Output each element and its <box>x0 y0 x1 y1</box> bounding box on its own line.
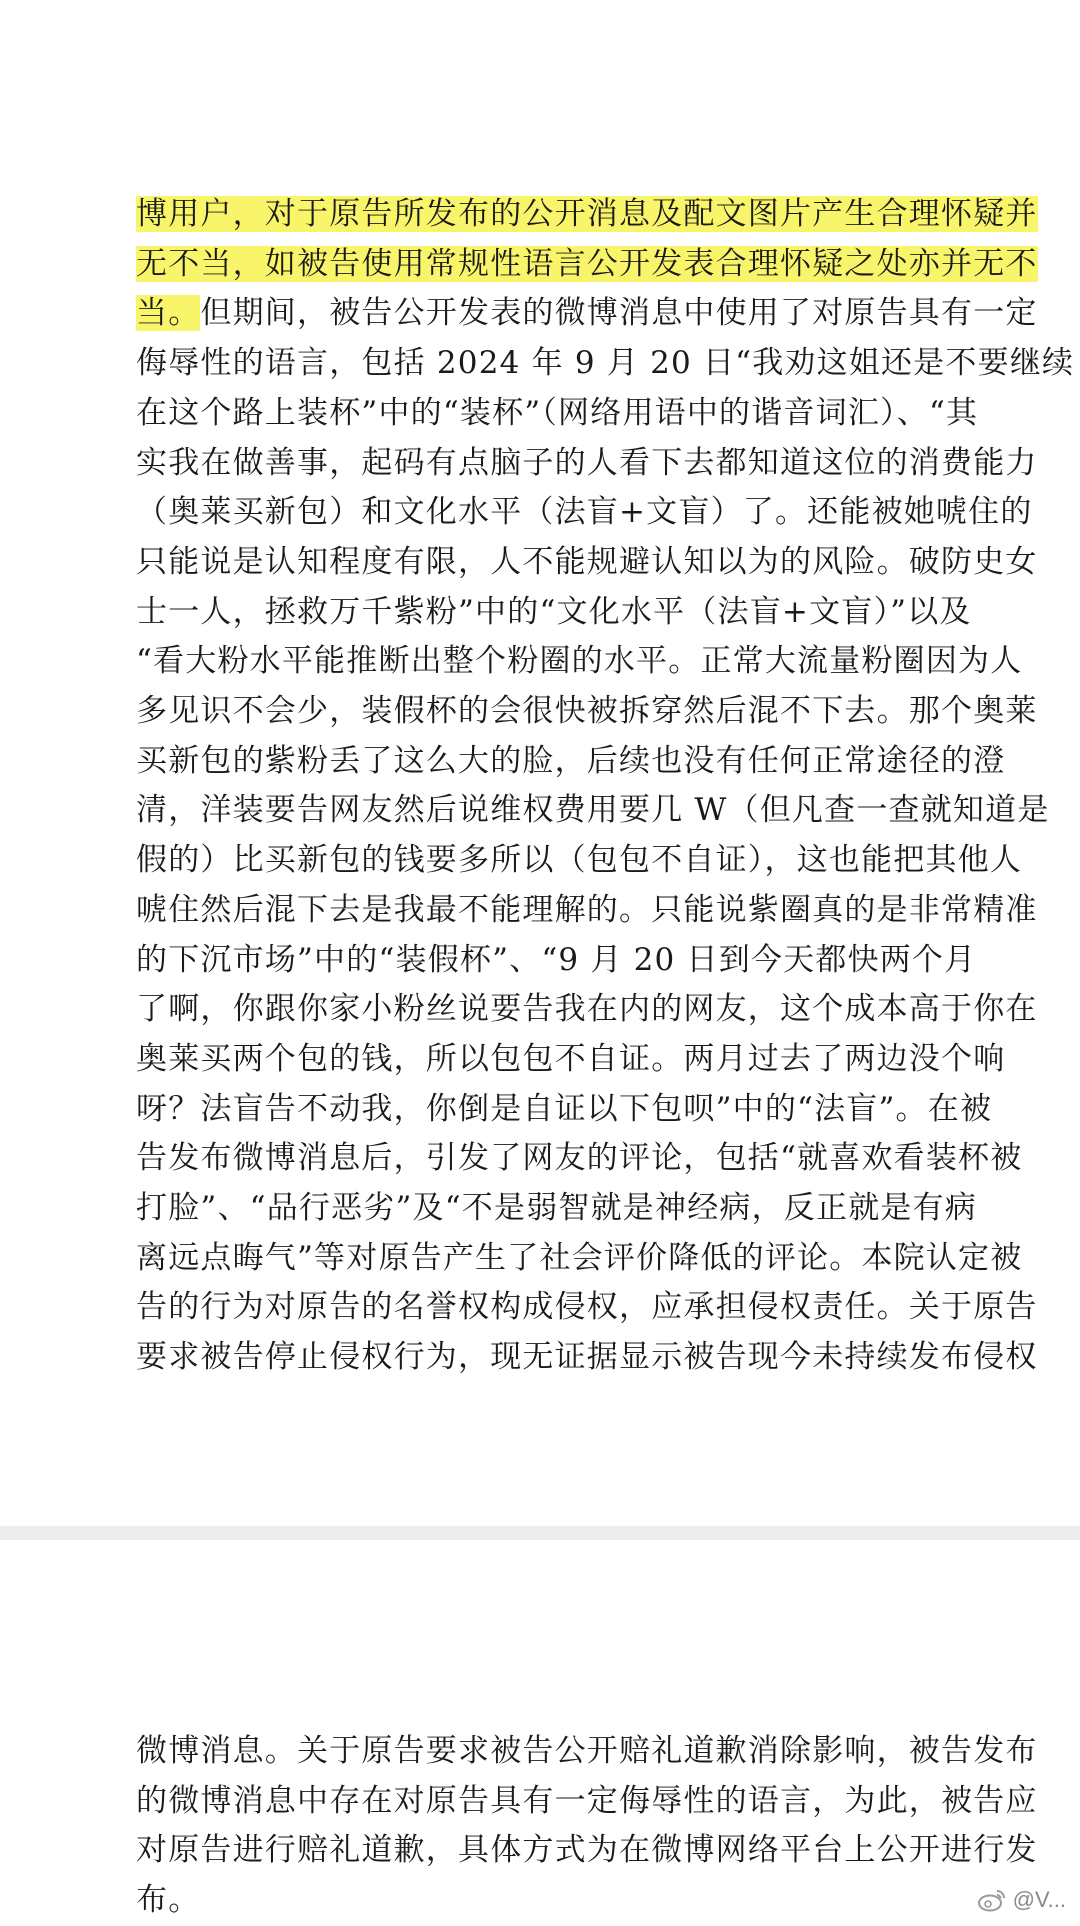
text-line <box>136 1035 1006 1085</box>
weibo-watermark <box>977 1887 1066 1913</box>
text-line <box>136 538 1038 588</box>
line-text: 的微博消息中存在对原告具有一定侮辱性的语言，为此，被告应 <box>136 1782 1038 1819</box>
line-text: 微博消息。关于原告要求被告公开赔礼道歉消除影响，被告发布 <box>136 1733 1038 1769</box>
line-text: 侮辱性的语言，包括 2024 年 9 月 20 日“我劝这姐还是不要继续 <box>136 345 1075 382</box>
text-line <box>136 339 1075 389</box>
page-2-text <box>136 1727 1038 1926</box>
line-text: 的下沉市场”中的“装假杯”、“9 月 20 日到今天都快两个月 <box>136 941 977 978</box>
highlighted-text: 当。 <box>136 295 201 332</box>
text-line <box>136 1333 1038 1383</box>
page-1-text <box>136 190 1075 1383</box>
line-text: 奥莱买两个包的钱，所以包包不自证。两月过去了两边没个响 <box>136 1040 1006 1077</box>
text-line <box>136 1826 1038 1876</box>
text-line <box>136 985 1038 1035</box>
line-text: 告的行为对原告的名誉权构成侵权，应承担侵权责任。关于原告 <box>136 1289 1038 1326</box>
page-separator <box>0 1526 1080 1540</box>
line-text: 了啊，你跟你家小粉丝说要告我在内的网友，这个成本高于你在 <box>136 991 1038 1028</box>
line-text: 呀？法盲告不动我，你倒是自证以下包呗”中的“法盲”。在被 <box>136 1090 993 1127</box>
line-text: 实我在做善事，起码有点脑子的人看下去都知道这位的消费能力 <box>136 444 1038 481</box>
text-line <box>136 389 979 439</box>
text-line <box>136 1727 1038 1777</box>
line-text: 在这个路上装杯”中的“装杯”（网络用语中的谐音词汇）、“其 <box>136 394 979 431</box>
document-page-2 <box>0 1540 1080 1925</box>
line-text: “看大粉水平能推断出整个粉圈的水平。正常大流量粉圈因为人 <box>136 643 1023 680</box>
text-line <box>136 1085 993 1135</box>
text-line <box>136 786 1050 836</box>
text-line <box>136 637 1023 687</box>
text-line <box>136 240 1038 290</box>
text-line <box>136 687 1038 737</box>
line-text: 买新包的紫粉丢了这么大的脸，后续也没有任何正常途径的澄 <box>136 742 1006 779</box>
line-text: 打脸”、“品行恶劣”及“不是弱智就是神经病，反正就是有病 <box>136 1190 977 1227</box>
line-text: （奥莱买新包）和文化水平（法盲+文盲）了。还能被她唬住的 <box>136 494 1033 531</box>
text-line <box>136 488 1033 538</box>
text-line <box>136 936 977 986</box>
line-text: 士一人，拯救万千紫粉”中的“文化水平（法盲+文盲）”以及 <box>136 593 972 630</box>
line-text: 但期间，被告公开发表的微博消息中使用了对原告具有一定 <box>200 295 1038 332</box>
line-text: 唬住然后混下去是我最不能理解的。只能说紫圈真的是非常精准 <box>136 891 1038 928</box>
text-line <box>136 439 1038 489</box>
line-text: 布。 <box>136 1882 201 1919</box>
line-text: 要求被告停止侵权行为，现无证据显示被告现今未持续发布侵权 <box>136 1339 1038 1376</box>
highlighted-text: 无不当，如被告使用常规性语言公开发表合理怀疑之处亦并无不 <box>136 245 1038 282</box>
line-text: 离远点晦气”等对原告产生了社会评价降低的评论。本院认定被 <box>136 1239 1023 1276</box>
line-text: 假的）比买新包的钱要多所以（包包不自证），这也能把其他人 <box>136 842 1023 879</box>
text-line <box>136 1283 1038 1333</box>
text-line <box>136 1777 1038 1827</box>
text-line <box>136 886 1038 936</box>
text-line <box>136 588 972 638</box>
text-line <box>136 1234 1023 1284</box>
text-line <box>136 1134 1023 1184</box>
line-text: 多见识不会少，装假杯的会很快被拆穿然后混不下去。那个奥莱 <box>136 693 1038 730</box>
weibo-icon <box>977 1887 1007 1913</box>
line-text: 清，洋装要告网友然后说维权费用要几 W（但凡查一查就知道是 <box>136 792 1050 829</box>
text-line <box>136 1876 948 1926</box>
text-line <box>136 836 1023 886</box>
highlighted-text: 博用户，对于原告所发布的公开消息及配文图片产生合理怀疑并 <box>136 196 1038 232</box>
text-line <box>136 1184 977 1234</box>
line-text: 只能说是认知程度有限，人不能规避认知以为的风险。破防史女 <box>136 543 1038 580</box>
watermark-handle: @V... <box>1012 1887 1066 1912</box>
text-line <box>136 190 1038 240</box>
text-line <box>136 737 1006 787</box>
line-text: 告发布微博消息后，引发了网友的评论，包括“就喜欢看装杯被 <box>136 1140 1023 1177</box>
text-line <box>136 289 1038 339</box>
line-text: 对原告进行赔礼道歉，具体方式为在微博网络平台上公开进行发 <box>136 1832 1038 1869</box>
